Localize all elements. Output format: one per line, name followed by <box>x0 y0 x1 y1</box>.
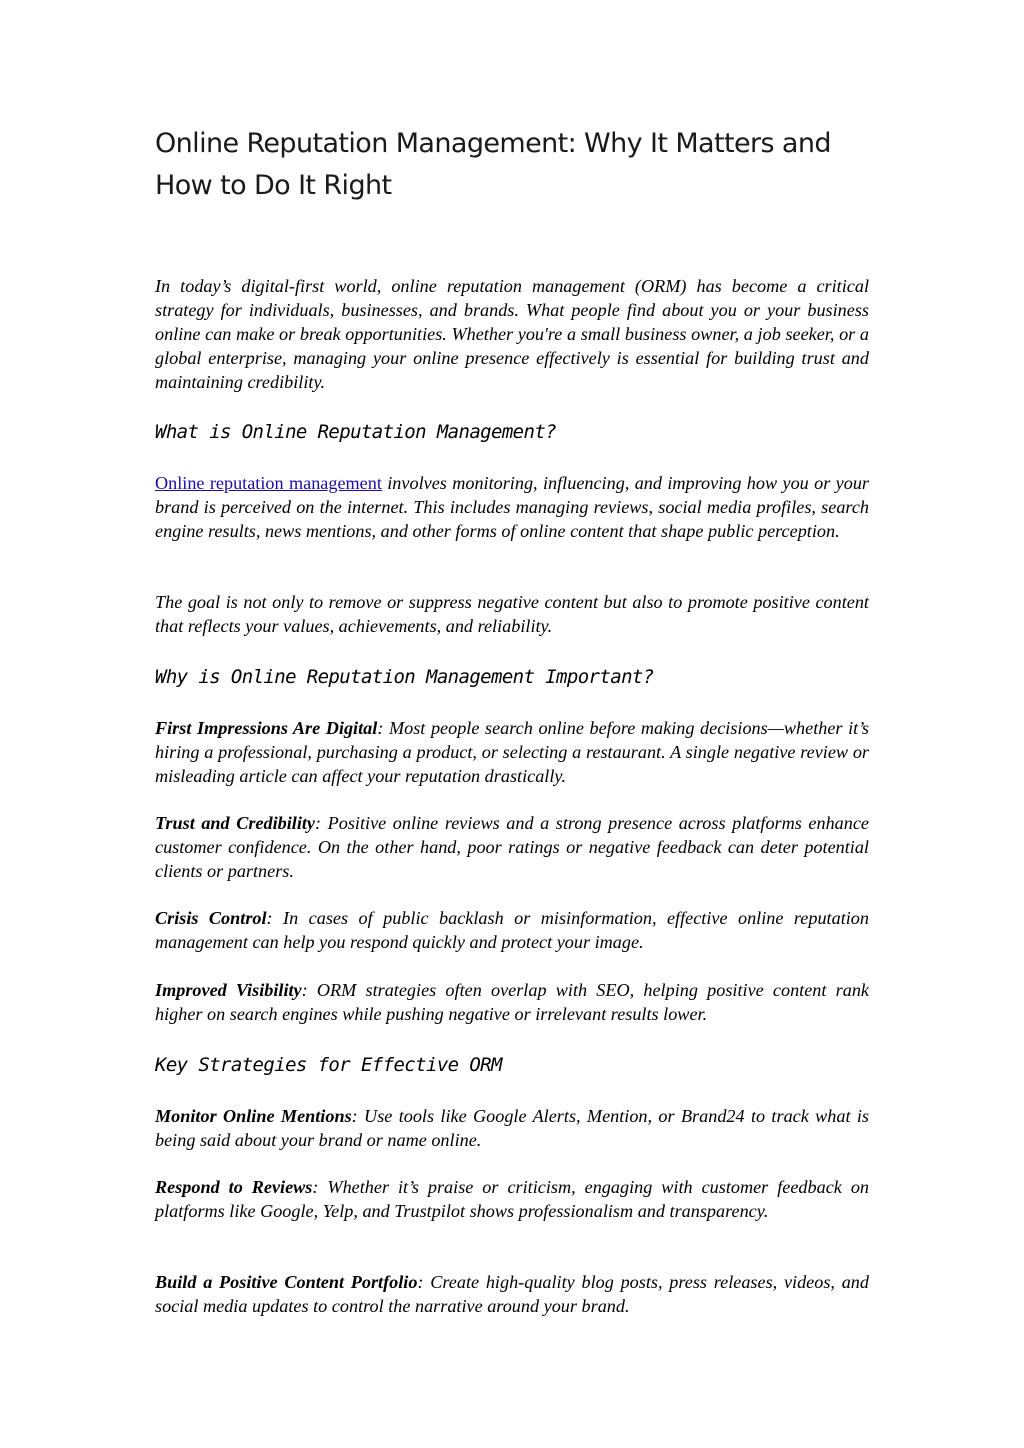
list-item-lead: Respond to Reviews <box>155 1177 313 1197</box>
section-heading-what-is-orm: What is Online Reputation Management? <box>155 421 557 443</box>
list-item-lead: Crisis Control <box>155 908 267 928</box>
section-heading-key-strategies: Key Strategies for Effective ORM <box>155 1054 502 1076</box>
orm-link[interactable]: Online reputation management <box>155 473 382 493</box>
list-item <box>155 716 869 788</box>
list-item-lead: Monitor Online Mentions <box>155 1106 352 1126</box>
definition-text: involves monitoring, influencing, and improving how you or your brand is perceived on the internet. This includes managing reviews, social media profiles, search engine results, news mentions, and other forms of online content that shape public perception. <box>155 473 869 541</box>
list-item-text: : Most people search online before making decisions—whether it’s hiring a professional, purchasing a product, or selecting a restaurant. A single negative review or misleading article can affect your reputation drastically. <box>155 718 869 786</box>
list-item-lead: First Impressions Are Digital <box>155 718 378 738</box>
list-item-text: : In cases of public backlash or misinformation, effective online reputation management can help you respond quickly and protect your image. <box>155 908 869 952</box>
definition-paragraph <box>155 471 869 543</box>
list-item <box>155 1104 869 1152</box>
list-item <box>155 811 869 883</box>
goal-paragraph: The goal is not only to remove or suppress negative content but also to promote positive content that reflects your values, achievements, and reliability. <box>155 592 869 636</box>
list-item-lead: Build a Positive Content Portfolio <box>155 1272 418 1292</box>
list-item-lead: Trust and Credibility <box>155 813 316 833</box>
list-item <box>155 906 869 954</box>
list-item-lead: Improved Visibility <box>155 980 302 1000</box>
list-item-text: : ORM strategies often overlap with SEO, helping positive content rank higher on search engines while pushing negative or irrelevant results lower. <box>155 980 869 1024</box>
list-item-text: : Use tools like Google Alerts, Mention, or Brand24 to track what is being said about your brand or name online. <box>155 1106 870 1150</box>
list-item-text: : Positive online reviews and a strong presence across platforms enhance customer confidence. On the other hand, poor ratings or negative feedback can deter potential clients or partners. <box>155 813 869 881</box>
list-item <box>155 1270 869 1318</box>
list-item-text: : Create high-quality blog posts, press releases, videos, and social media updates to control the narrative around your brand. <box>155 1272 869 1316</box>
list-item-text: : Whether it’s praise or criticism, engaging with customer feedback on platforms like Google, Yelp, and Trustpilot shows professionalism and transparency. <box>155 1177 870 1221</box>
list-item <box>155 978 869 1026</box>
list-item <box>155 1175 869 1223</box>
section-heading-why-important: Why is Online Reputation Management Important? <box>155 666 654 688</box>
page-title: Online Reputation Management: Why It Matters and How to Do It Right <box>155 128 831 201</box>
intro-paragraph: In today’s digital-first world, online reputation management (ORM) has become a critical strategy for individuals, businesses, and brands. What people find about you or your business online can make or break opportunities. Whether you're a small business owner, a job seeker, or a global enterprise, managing your online presence effectively is essential for building trust and maintaining credibility. <box>155 276 869 392</box>
